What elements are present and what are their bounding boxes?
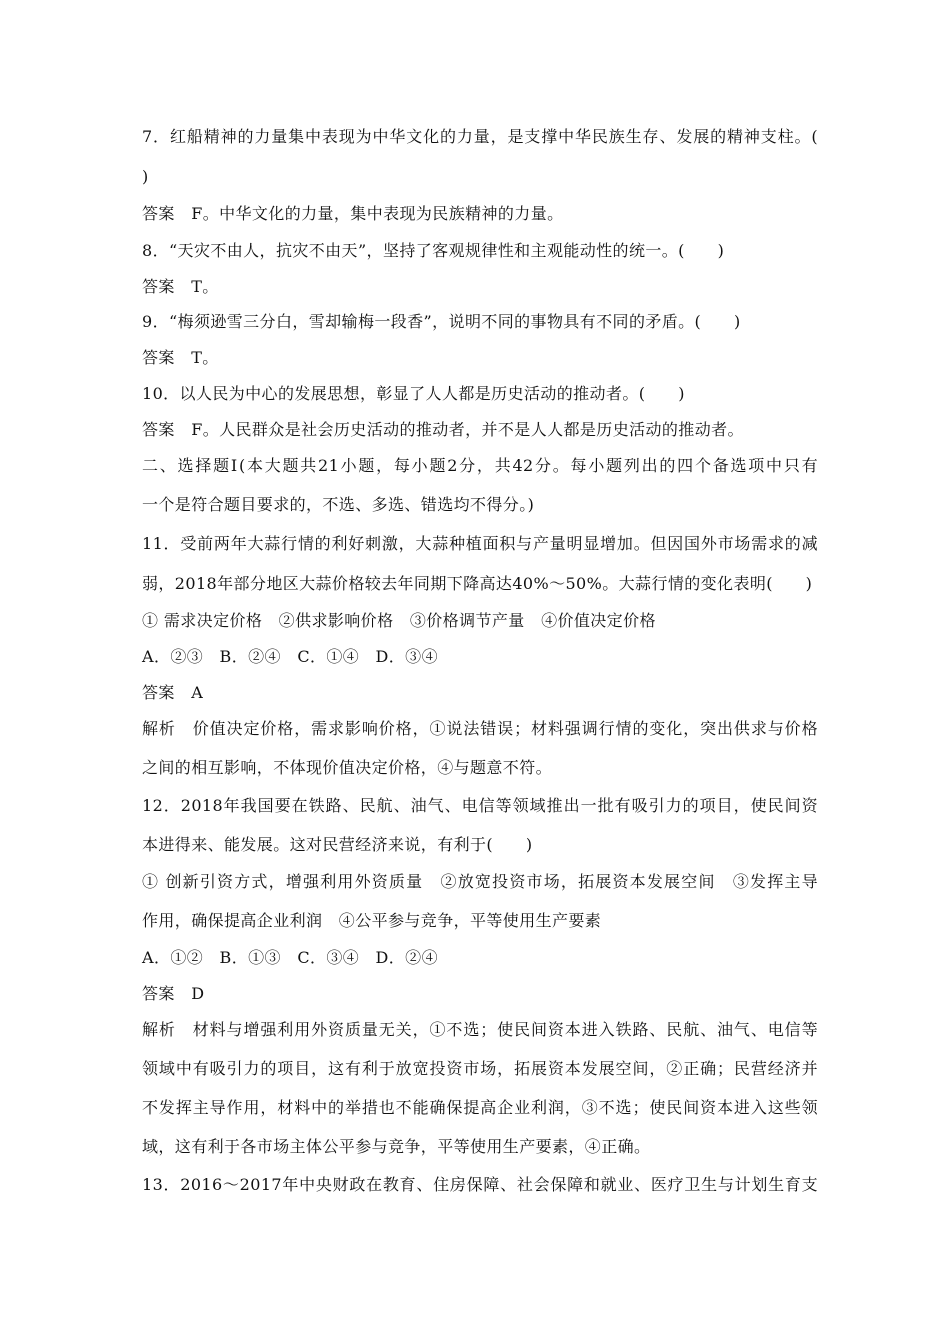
- q7-statement-cont: ): [142, 167, 149, 186]
- section-heading-cont: 一个是符合题目要求的，不选、多选、错选均不得分。): [142, 495, 535, 514]
- q12-stem-cont: 本进得来、能发展。这对民营经济来说，有利于( ): [142, 835, 533, 854]
- q11-analysis-cont: 之间的相互影响，不体现价值决定价格，④与题意不符。: [142, 758, 553, 777]
- q12-analysis-cont-2: 不发挥主导作用，材料中的举措也不能确保提高企业利润，③不选；使民间资本进入这些领: [142, 1098, 818, 1117]
- q12-analysis: 解析 材料与增强利用外资质量无关，①不选；使民间资本进入铁路、民航、油气、电信等: [142, 1020, 818, 1039]
- q11-options: A．②③ B．②④ C．①④ D．③④: [142, 647, 438, 666]
- q11-stem-cont: 弱，2018年部分地区大蒜价格较去年同期下降高达40%～50%。大蒜行情的变化表明( ): [142, 574, 813, 593]
- q12-analysis-cont-1: 领域中有吸引力的项目，这有利于放宽投资市场，拓展资本发展空间，②正确；民营经济并: [142, 1059, 818, 1078]
- q10-answer: 答案 F。人民群众是社会历史活动的推动者，并不是人人都是历史活动的推动者。: [142, 420, 744, 439]
- q7-answer: 答案 F。中华文化的力量，集中表现为民族精神的力量。: [142, 204, 564, 223]
- section-heading: 二、选择题Ⅰ(本大题共21小题，每小题2分，共42分。每小题列出的四个备选项中只有: [142, 456, 818, 475]
- q8-statement: 8．“天灾不由人，抗灾不由天”，坚持了客观规律性和主观能动性的统一。( ): [142, 241, 725, 260]
- q10-statement: 10．以人民为中心的发展思想，彰显了人人都是历史活动的推动者。( ): [142, 384, 685, 403]
- q9-statement: 9．“梅须逊雪三分白，雪却输梅一段香”，说明不同的事物具有不同的矛盾。( ): [142, 312, 741, 331]
- q12-items: ① 创新引资方式，增强利用外资质量 ②放宽投资市场，拓展资本发展空间 ③发挥主导: [142, 872, 818, 891]
- q11-answer: 答案 A: [142, 683, 204, 702]
- q11-items: ① 需求决定价格 ②供求影响价格 ③价格调节产量 ④价值决定价格: [142, 611, 656, 630]
- q13-stem: 13．2016～2017年中央财政在教育、住房保障、社会保障和就业、医疗卫生与计划生育支: [142, 1175, 818, 1194]
- q12-stem: 12．2018年我国要在铁路、民航、油气、电信等领域推出一批有吸引力的项目，使民间资: [142, 796, 818, 815]
- q8-answer: 答案 T。: [142, 277, 219, 296]
- q9-answer: 答案 T。: [142, 348, 219, 367]
- q7-statement: 7．红船精神的力量集中表现为中华文化的力量，是支撑中华民族生存、发展的精神支柱。(: [142, 127, 818, 146]
- q11-analysis: 解析 价值决定价格，需求影响价格，①说法错误；材料强调行情的变化，突出供求与价格: [142, 719, 818, 738]
- q12-options: A．①② B．①③ C．③④ D．②④: [142, 948, 438, 967]
- q12-analysis-cont-3: 域，这有利于各市场主体公平参与竞争，平等使用生产要素，④正确。: [142, 1137, 651, 1156]
- q11-stem: 11．受前两年大蒜行情的利好刺激，大蒜种植面积与产量明显增加。但因国外市场需求的减: [142, 534, 818, 553]
- q12-answer: 答案 D: [142, 984, 205, 1003]
- q12-items-cont: 作用，确保提高企业利润 ④公平参与竞争，平等使用生产要素: [142, 911, 602, 930]
